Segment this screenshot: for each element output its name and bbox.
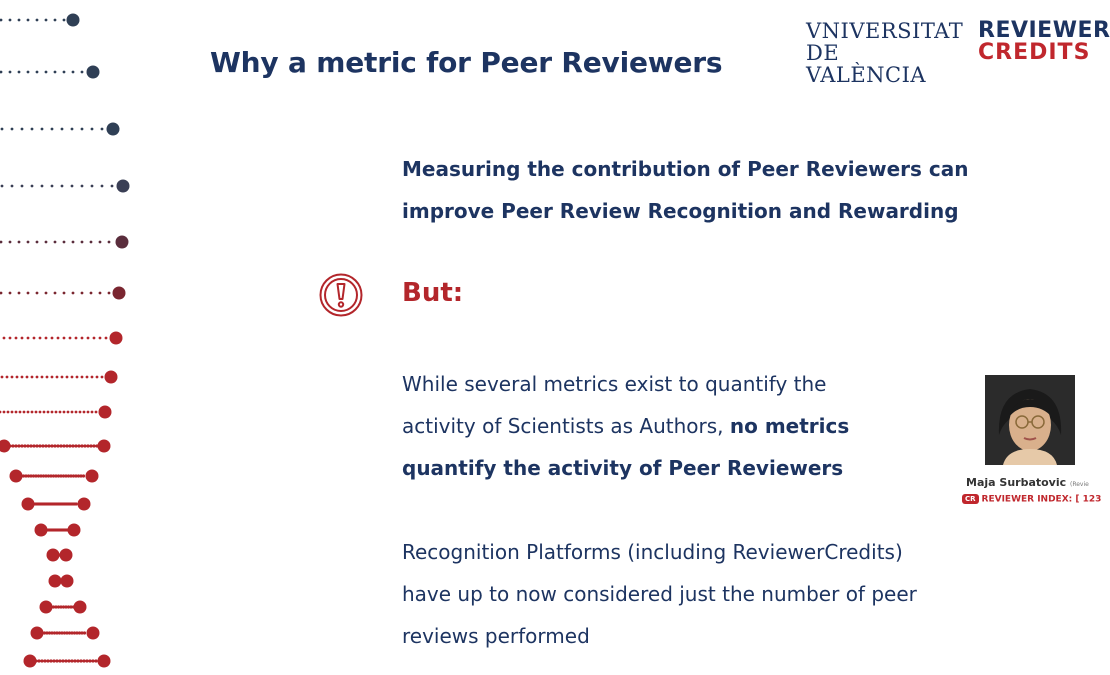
deco-dot <box>89 444 92 447</box>
deco-dot <box>11 128 14 131</box>
logo-rc-line1: REVIEWER <box>978 18 1110 43</box>
deco-dot <box>81 241 84 244</box>
deco-dot <box>52 659 55 662</box>
deco-dot <box>54 71 57 74</box>
dotted-lines-decoration <box>0 0 170 675</box>
deco-dot-start <box>31 627 44 640</box>
deco-dot <box>33 337 36 340</box>
p1-line-2b: no metrics <box>729 414 850 438</box>
deco-dot <box>41 444 44 447</box>
deco-dot <box>105 337 108 340</box>
deco-dot <box>64 659 67 662</box>
deco-dot <box>14 444 17 447</box>
deco-dot <box>99 241 102 244</box>
p2-line-2: have up to now considered just the number of peer <box>402 582 917 606</box>
deco-dot <box>63 292 66 295</box>
deco-dot <box>0 411 1 414</box>
deco-dot <box>19 411 22 414</box>
deco-dot <box>47 411 50 414</box>
deco-dot <box>59 444 62 447</box>
deco-dot <box>77 444 80 447</box>
deco-dot <box>11 376 14 379</box>
deco-dot <box>86 376 89 379</box>
deco-dot <box>82 474 85 477</box>
deco-dot <box>79 411 82 414</box>
deco-dot <box>81 337 84 340</box>
deco-dot-end <box>98 655 111 668</box>
deco-dot <box>31 185 34 188</box>
deco-dot-end <box>87 627 100 640</box>
deco-dot <box>71 411 74 414</box>
deco-dot <box>11 411 14 414</box>
deco-dot <box>87 337 90 340</box>
deco-dot <box>51 128 54 131</box>
deco-dot <box>9 337 12 340</box>
deco-dot <box>7 411 10 414</box>
deco-dot-end <box>107 123 120 136</box>
deco-dot-end <box>74 601 87 614</box>
deco-dot <box>0 71 2 74</box>
deco-dot <box>39 411 42 414</box>
deco-dot <box>21 185 24 188</box>
deco-dot <box>88 659 91 662</box>
deco-dot <box>0 292 2 295</box>
deco-dot <box>38 444 41 447</box>
deco-dot <box>51 411 54 414</box>
deco-dot <box>86 444 89 447</box>
deco-dot <box>111 185 114 188</box>
deco-dot <box>81 376 84 379</box>
deco-dot-end <box>105 371 118 384</box>
deco-dot <box>45 19 48 22</box>
deco-dot <box>3 411 6 414</box>
deco-dot <box>72 241 75 244</box>
deco-dot <box>11 444 14 447</box>
deco-dot <box>27 292 30 295</box>
deco-dot <box>101 376 104 379</box>
deco-dot <box>15 337 18 340</box>
logo-rc-line2: CREDITS <box>978 40 1091 65</box>
deco-dot <box>75 337 78 340</box>
deco-dot <box>65 444 68 447</box>
deco-dot <box>51 376 54 379</box>
deco-dot <box>18 19 21 22</box>
deco-dot <box>41 128 44 131</box>
deco-dot <box>56 376 59 379</box>
p1-line-3: quantify the activity of Peer Reviewers <box>402 456 844 480</box>
deco-dot <box>45 292 48 295</box>
deco-dot <box>45 71 48 74</box>
deco-dot <box>63 71 66 74</box>
deco-dot <box>61 128 64 131</box>
deco-dot <box>67 659 70 662</box>
deco-dot <box>82 659 85 662</box>
deco-dot <box>27 19 30 22</box>
deco-dot <box>0 19 2 22</box>
deco-dot <box>40 659 43 662</box>
deco-dot <box>27 71 30 74</box>
deco-dot <box>9 19 12 22</box>
deco-dot-end <box>61 575 74 588</box>
deco-dot-end <box>113 287 126 300</box>
logo-uv-line2: DE VALÈNCIA <box>806 41 927 88</box>
deco-dot-end <box>87 66 100 79</box>
paragraph-platforms <box>402 531 1022 657</box>
deco-dot <box>62 444 65 447</box>
deco-dot <box>41 185 44 188</box>
deco-dot <box>68 444 71 447</box>
deco-dot <box>21 337 24 340</box>
deco-dot <box>54 292 57 295</box>
deco-dot <box>91 128 94 131</box>
deco-dot <box>49 659 52 662</box>
deco-dot <box>74 444 77 447</box>
deco-dot <box>83 411 86 414</box>
deco-dot-end <box>98 440 111 453</box>
deco-dot <box>85 659 88 662</box>
deco-dot <box>76 376 79 379</box>
universitat-valencia-logo <box>806 20 966 86</box>
deco-dot <box>16 376 19 379</box>
deco-dot <box>36 376 39 379</box>
deco-dot-end <box>117 180 130 193</box>
deco-dot <box>71 444 74 447</box>
deco-dot <box>63 241 66 244</box>
deco-dot <box>101 128 104 131</box>
deco-dot <box>43 411 46 414</box>
deco-dot <box>36 292 39 295</box>
reviewer-avatar <box>985 375 1075 465</box>
deco-dot <box>99 337 102 340</box>
deco-dot-end <box>60 549 73 562</box>
deco-dot-end <box>67 14 80 27</box>
deco-dot <box>75 411 78 414</box>
deco-dot <box>9 71 12 74</box>
deco-dot <box>18 292 21 295</box>
deco-dot <box>1 185 4 188</box>
reviewer-photo <box>985 375 1075 465</box>
deco-dot <box>41 376 44 379</box>
deco-dot <box>43 659 46 662</box>
deco-dot <box>46 659 49 662</box>
deco-dot <box>51 185 54 188</box>
deco-dot <box>91 659 94 662</box>
p2-line-3: reviews performed <box>402 624 590 648</box>
deco-dot <box>35 444 38 447</box>
deco-dot <box>94 659 97 662</box>
p1-line-2 <box>402 405 1022 447</box>
deco-dot <box>61 659 64 662</box>
deco-dot <box>55 411 58 414</box>
deco-dot-end <box>99 406 112 419</box>
deco-dot <box>27 411 30 414</box>
deco-dot-end <box>68 524 81 537</box>
deco-dot <box>95 411 98 414</box>
deco-dot <box>46 376 49 379</box>
deco-dot <box>59 411 62 414</box>
deco-dot <box>57 337 60 340</box>
deco-dot-start <box>49 575 62 588</box>
deco-dot <box>90 292 93 295</box>
deco-dot <box>56 444 59 447</box>
deco-dot <box>73 659 76 662</box>
deco-dot <box>91 411 94 414</box>
deco-dot <box>18 241 21 244</box>
cr-badge-icon: CR <box>962 494 979 504</box>
deco-dot <box>93 337 96 340</box>
deco-dot <box>9 241 12 244</box>
deco-dot <box>74 502 77 505</box>
deco-dot <box>21 376 24 379</box>
deco-dot <box>72 292 75 295</box>
reviewer-credits-logo <box>978 18 1110 65</box>
reviewer-name <box>966 476 1089 489</box>
deco-dot <box>44 444 47 447</box>
deco-dot <box>63 337 66 340</box>
page-title: Why a metric for Peer Reviewers <box>210 46 723 79</box>
deco-dot <box>23 411 26 414</box>
deco-dot <box>6 376 9 379</box>
deco-dot <box>90 241 93 244</box>
deco-dot <box>71 376 74 379</box>
deco-dot <box>50 444 53 447</box>
deco-dot-start <box>35 524 48 537</box>
deco-dot <box>20 444 23 447</box>
deco-dot <box>54 241 57 244</box>
lead-statement <box>402 148 1062 232</box>
deco-dot <box>23 444 26 447</box>
deco-dot <box>26 376 29 379</box>
deco-dot <box>53 444 56 447</box>
deco-dot <box>47 444 50 447</box>
deco-dot <box>92 444 95 447</box>
deco-dot <box>36 241 39 244</box>
deco-dot <box>91 185 94 188</box>
deco-dot <box>63 411 66 414</box>
deco-dot <box>27 241 30 244</box>
deco-dot <box>99 292 102 295</box>
deco-dot <box>79 659 82 662</box>
deco-dot-start <box>10 470 23 483</box>
deco-dot-start <box>0 440 11 453</box>
deco-dot <box>61 185 64 188</box>
deco-dot <box>21 128 24 131</box>
deco-dot <box>81 185 84 188</box>
deco-dot-start <box>40 601 53 614</box>
deco-dot <box>58 659 61 662</box>
deco-dot <box>66 376 69 379</box>
reviewer-name-text: Maja Surbatovic <box>966 476 1067 489</box>
deco-dot <box>27 337 30 340</box>
deco-dot <box>76 659 79 662</box>
deco-dot <box>67 411 70 414</box>
deco-dot <box>36 19 39 22</box>
deco-dot <box>83 631 86 634</box>
paragraph-metrics <box>402 363 1022 489</box>
deco-dot <box>15 411 18 414</box>
deco-dot <box>9 292 12 295</box>
exclamation-circle-icon <box>318 272 364 318</box>
p1-line-2a: activity of Scientists as Authors, <box>402 414 730 438</box>
deco-dot <box>32 444 35 447</box>
deco-dot <box>63 19 66 22</box>
deco-dot <box>31 411 34 414</box>
p2-line-1: Recognition Platforms (including ReviewerCredits) <box>402 540 903 564</box>
deco-dot <box>71 185 74 188</box>
deco-dot <box>26 444 29 447</box>
deco-dot-end <box>78 498 91 511</box>
deco-dot <box>54 19 57 22</box>
deco-dot <box>1 376 4 379</box>
reviewer-name-suffix: (Revie <box>1070 481 1089 488</box>
deco-dot-end <box>110 332 123 345</box>
deco-dot <box>1 128 4 131</box>
deco-dot <box>3 337 6 340</box>
deco-dot <box>96 376 99 379</box>
deco-dot <box>45 241 48 244</box>
deco-dot <box>70 659 73 662</box>
deco-dot <box>69 337 72 340</box>
deco-dot <box>31 376 34 379</box>
deco-dot <box>81 71 84 74</box>
reviewer-index <box>962 494 1101 505</box>
deco-dot <box>51 337 54 340</box>
deco-dot <box>55 659 58 662</box>
deco-dot <box>101 185 104 188</box>
reviewer-index-label: REVIEWER INDEX: [ 123 <box>981 494 1102 505</box>
deco-dot-end <box>116 236 129 249</box>
lead-line-1: Measuring the contribution of Peer Reviewers can <box>402 157 969 181</box>
deco-dot <box>37 659 40 662</box>
lead-line-2: improve Peer Review Recognition and Rewarding <box>402 199 959 223</box>
but-heading: But: <box>402 278 464 308</box>
deco-dot <box>18 71 21 74</box>
deco-dot <box>87 411 90 414</box>
logo-uv-line1: VNIVERSITAT <box>806 19 964 43</box>
deco-dot <box>80 444 83 447</box>
deco-dot <box>11 185 14 188</box>
deco-dot-start <box>47 549 60 562</box>
deco-dot <box>108 292 111 295</box>
deco-dot <box>35 411 38 414</box>
deco-dot <box>72 71 75 74</box>
deco-dot <box>45 337 48 340</box>
deco-dot <box>36 71 39 74</box>
deco-dot <box>91 376 94 379</box>
deco-dot-start <box>24 655 37 668</box>
deco-dot-end <box>86 470 99 483</box>
deco-dot <box>108 241 111 244</box>
deco-dot <box>81 128 84 131</box>
deco-dot <box>81 292 84 295</box>
deco-dot <box>0 241 2 244</box>
deco-dot <box>17 444 20 447</box>
deco-dot <box>29 444 32 447</box>
deco-dot <box>71 128 74 131</box>
deco-dot <box>61 376 64 379</box>
deco-dot <box>83 444 86 447</box>
deco-dot <box>31 128 34 131</box>
p1-line-1: While several metrics exist to quantify the <box>402 372 827 396</box>
deco-dot-start <box>22 498 35 511</box>
deco-dot <box>39 337 42 340</box>
